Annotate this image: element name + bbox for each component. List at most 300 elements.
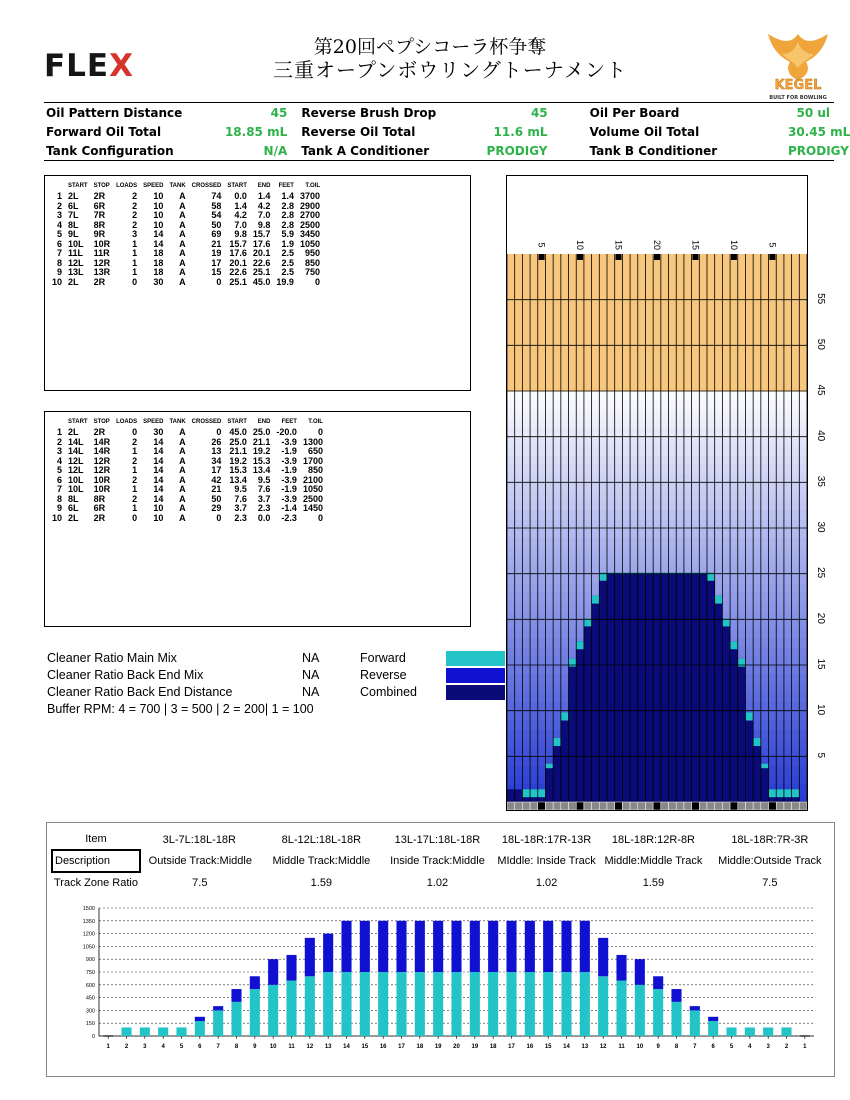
reverse-bar (653, 976, 663, 989)
board-number-label: 20 (652, 239, 662, 251)
step-cell: 2R (93, 512, 106, 523)
step-cell: 9 (57, 503, 63, 513)
step-column-header: CROSSED (191, 183, 222, 189)
lane-band (507, 354, 807, 364)
reverse-bar (195, 1017, 205, 1021)
summary-label: Reverse Brush Drop (301, 105, 437, 120)
step-column-header: TANK (169, 419, 186, 425)
lane-band (507, 482, 807, 492)
y-tick-label: 450 (85, 995, 95, 1002)
forward-bar (121, 1027, 131, 1036)
step-column-header: T.OIL (308, 419, 323, 425)
x-tick-label: 13 (324, 1044, 332, 1050)
step-cell: 14 (153, 455, 164, 466)
step-cell: 0 (132, 512, 138, 523)
step-cell: A (179, 238, 186, 249)
reverse-bar (268, 959, 278, 985)
cleaner-label: Cleaner Ratio Back End Mix (47, 668, 204, 682)
step-cell: 19.2 (229, 455, 247, 466)
cleaner-label: Cleaner Ratio Back End Distance (47, 685, 233, 699)
zone-ratio: 1.59 (642, 876, 665, 889)
target-arrow (692, 254, 698, 260)
x-tick-label: 16 (526, 1044, 534, 1050)
zone-header: 8L-12L:18L-18R (281, 833, 362, 846)
step-cell: -1.9 (281, 465, 297, 475)
forward-bar (708, 1021, 718, 1036)
reverse-bar (213, 1006, 223, 1010)
x-tick-label: 15 (361, 1044, 369, 1050)
forward-swatch (446, 651, 505, 666)
step-cell: 10 (153, 512, 164, 523)
step-cell: 0 (314, 276, 320, 287)
reverse-bar (378, 921, 388, 972)
step-cell: -1.9 (281, 446, 297, 456)
zone-description: MIddle: Inside Track (497, 855, 596, 867)
forward-bar (635, 985, 645, 1036)
forward-bar (525, 972, 535, 1036)
step-cell: -3.9 (281, 436, 297, 447)
cleaner-value: NA (302, 651, 320, 665)
forward-bar (140, 1027, 150, 1036)
x-tick-label: 5 (729, 1044, 734, 1050)
reverse-bar (635, 959, 645, 985)
dot-marker (615, 802, 623, 810)
lane-band (507, 364, 807, 374)
cleaner-row (47, 650, 505, 667)
forward-oil-edge (715, 596, 723, 604)
step-cell: A (179, 276, 186, 287)
forward-oil-edge (592, 596, 600, 604)
lane-band (507, 382, 807, 392)
step-cell: 12L (68, 257, 84, 268)
step-cell: 13.4 (229, 474, 247, 485)
zone-header: 18L-18R:7R-3R (731, 833, 809, 846)
step-cell: 22.6 (252, 257, 271, 268)
dot-marker (669, 802, 677, 810)
step-cell: A (179, 427, 186, 437)
step-cell: -2.3 (281, 512, 297, 523)
x-tick-label: 18 (489, 1044, 497, 1050)
x-tick-label: 3 (143, 1044, 147, 1050)
step-cell: 13L (68, 267, 84, 277)
distance-label: 50 (815, 338, 826, 350)
summary-value: PRODIGY (788, 143, 849, 158)
step-cell: A (179, 512, 186, 523)
dot-marker (530, 802, 538, 810)
x-tick-label: 11 (288, 1044, 295, 1050)
step-cell: 10 (153, 219, 164, 230)
dot-marker (607, 802, 615, 810)
step-cell: 1.4 (257, 191, 271, 201)
forward-oil-edge (553, 738, 561, 746)
step-cell: 58 (211, 200, 222, 211)
summary-label: Tank A Conditioner (301, 143, 430, 158)
step-cell: -3.9 (281, 455, 297, 466)
zone-ratio: 7.5 (192, 876, 208, 889)
step-cell: 0 (216, 512, 222, 523)
y-tick-label: 1500 (82, 906, 95, 912)
forward-bar (580, 972, 590, 1036)
step-cell: 12R (93, 455, 111, 466)
step-cell: A (179, 219, 186, 230)
board-number-label: 15 (613, 239, 624, 251)
forward-bar (286, 981, 296, 1036)
step-cell: 2 (132, 493, 138, 504)
forward-bar (561, 972, 571, 1036)
step-cell: 12R (93, 257, 111, 268)
forward-bar (176, 1027, 186, 1036)
distance-label: 35 (815, 475, 826, 487)
step-cell: 10 (52, 512, 63, 523)
dot-marker (753, 802, 761, 810)
summary-row (44, 141, 849, 160)
y-tick-label: 1200 (82, 931, 95, 938)
reverse-bar (525, 921, 535, 972)
step-column-header: SPEED (143, 419, 164, 425)
cleaner-legend (47, 650, 505, 718)
y-tick-label: 300 (85, 1008, 95, 1015)
reverse-bar (250, 976, 260, 989)
y-tick-label: 1350 (82, 918, 95, 925)
step-cell: 2 (132, 191, 138, 201)
forward-oil-edge (561, 712, 569, 720)
tournament-title-line1: 第20回ペプシコーラ杯争奪 (313, 36, 547, 58)
distance-label: 55 (815, 293, 826, 305)
forward-bar (726, 1027, 736, 1036)
step-cell: 17.6 (229, 248, 247, 258)
step-cell: 3 (132, 229, 138, 239)
step-cell: 1 (132, 248, 138, 258)
step-cell: 14R (93, 436, 111, 447)
forward-oil-edge (538, 789, 546, 797)
forward-bar (451, 972, 461, 1036)
step-column-header: START (227, 183, 247, 189)
step-cell: 2.5 (281, 267, 294, 277)
board-number-label: 15 (690, 239, 701, 251)
x-tick-label: 19 (434, 1044, 442, 1050)
oil-column (569, 659, 577, 802)
x-tick-label: 8 (674, 1044, 679, 1050)
board-number-label: 10 (575, 239, 586, 251)
oil-column (699, 573, 707, 802)
dot-marker (730, 802, 738, 810)
step-cell: 14 (153, 446, 164, 456)
lane-band (507, 491, 807, 501)
step-cell: 2 (132, 474, 138, 485)
step-cell: 15.7 (252, 229, 271, 239)
summary-label: Tank Configuration (46, 143, 174, 158)
lane-band (507, 309, 807, 319)
step-cell: 15.3 (229, 465, 247, 475)
step-cell: 1 (132, 484, 138, 494)
forward-oil-edge (545, 764, 553, 769)
step-cell: 10 (153, 503, 164, 513)
step-cell: 2 (57, 200, 63, 211)
lane-band (507, 428, 807, 438)
lane-band (507, 501, 807, 511)
x-tick-label: 7 (693, 1044, 697, 1050)
oil-column (592, 596, 600, 802)
svg-text:BUILT FOR BOWLING: BUILT FOR BOWLING (769, 95, 827, 101)
step-cell: 3 (57, 210, 63, 220)
forward-oil-edge (776, 789, 784, 797)
step-cell: 30 (153, 276, 164, 287)
forward-oil-edge (753, 738, 761, 746)
lane-oil-graph (506, 175, 808, 811)
oil-column (630, 573, 638, 802)
lane-band (507, 555, 807, 565)
dot-marker (738, 802, 746, 810)
legend-label: Forward (360, 651, 406, 665)
distance-label: 5 (815, 752, 826, 759)
step-cell: 1 (132, 446, 138, 456)
dot-marker (522, 802, 530, 810)
step-cell: 20.1 (229, 257, 247, 268)
forward-bar (506, 972, 516, 1036)
forward-bar (305, 976, 315, 1036)
reverse-bar (543, 921, 553, 972)
step-cell: 1 (132, 503, 138, 513)
dot-marker (792, 802, 800, 810)
summary-value: 50 ul (796, 105, 831, 120)
step-cell: 11R (93, 248, 110, 258)
step-cell: 45.0 (252, 276, 271, 287)
summary-value: 45 (270, 105, 288, 120)
target-arrow (616, 254, 622, 260)
legend-label: Combined (360, 685, 417, 699)
step-cell: 54 (211, 210, 222, 220)
forward-steps-panel (44, 175, 471, 391)
forward-steps-table (49, 180, 323, 287)
dot-marker (561, 802, 569, 810)
step-cell: A (179, 484, 186, 494)
step-cell: A (179, 191, 186, 201)
zone-ratio: 1.02 (535, 876, 558, 889)
step-cell: 0 (132, 427, 138, 437)
summary-value: 11.6 mL (493, 124, 548, 139)
step-cell: 9.5 (257, 474, 271, 485)
step-cell: 2L (68, 276, 79, 287)
step-cell: 1 (132, 267, 138, 277)
reverse-bar (360, 921, 370, 972)
step-cell: 0 (216, 427, 222, 437)
step-cell: 21.1 (252, 436, 271, 447)
y-tick-label: 0 (91, 1034, 95, 1040)
lane-band (507, 300, 807, 310)
step-cell: 10 (153, 200, 164, 211)
step-cell: 4.2 (234, 210, 247, 220)
x-tick-label: 4 (161, 1044, 165, 1050)
x-tick-label: 16 (379, 1044, 387, 1050)
step-cell: 0 (216, 276, 222, 287)
dot-marker (699, 802, 707, 810)
step-cell: 17 (211, 465, 222, 475)
step-cell: 7 (57, 248, 63, 258)
lane-band (507, 345, 807, 355)
step-cell: 13 (211, 446, 222, 456)
reverse-steps-panel (44, 411, 471, 627)
x-tick-label: 12 (599, 1044, 607, 1050)
pattern-summary (44, 102, 850, 161)
dot-marker (745, 802, 753, 810)
dot-marker (592, 802, 600, 810)
step-cell: 4.2 (257, 200, 271, 211)
step-cell: 3 (57, 446, 63, 456)
y-tick-label: 150 (85, 1021, 95, 1028)
step-cell: 9L (68, 229, 79, 239)
step-cell: 26 (211, 436, 222, 447)
x-tick-label: 5 (179, 1044, 184, 1050)
forward-bar (360, 972, 370, 1036)
step-cell: 14R (93, 446, 111, 456)
step-cell: 12L (68, 455, 84, 466)
summary-value: N/A (263, 143, 288, 158)
step-cell: 14 (153, 474, 164, 485)
reverse-bar (305, 938, 315, 976)
step-cell: 1700 (302, 455, 323, 466)
step-cell: 9.5 (234, 484, 247, 494)
step-column-header: SPEED (143, 183, 164, 189)
step-cell: 6R (93, 200, 106, 211)
step-cell: 18 (153, 267, 164, 277)
forward-bar (231, 1002, 241, 1036)
legend-label: Reverse (360, 668, 407, 682)
oil-column (545, 764, 553, 802)
reverse-bar (671, 989, 681, 1002)
step-cell: 2R (93, 276, 106, 287)
oil-column (645, 573, 653, 802)
summary-value: 18.85 mL (224, 124, 288, 139)
step-column-header: START (68, 419, 88, 425)
flex-logo: FLEX (44, 48, 135, 84)
step-cell: 2500 (302, 493, 323, 504)
dot-marker (569, 802, 577, 810)
forward-oil-edge (769, 789, 777, 797)
cleaner-label: Cleaner Ratio Main Mix (47, 651, 177, 665)
step-cell: 22.6 (229, 267, 247, 277)
step-cell: 3450 (299, 229, 320, 239)
x-tick-label: 18 (416, 1044, 424, 1050)
dot-marker (715, 802, 723, 810)
dot-marker (722, 802, 730, 810)
step-cell: 850 (304, 257, 320, 268)
step-cell: 12L (68, 465, 84, 475)
forward-bar (268, 985, 278, 1036)
step-cell: 7.6 (257, 484, 271, 494)
oil-column (722, 618, 730, 802)
step-row (49, 514, 326, 524)
step-cell: 18 (153, 248, 164, 258)
forward-oil-edge (730, 641, 738, 649)
step-cell: 10L (68, 484, 84, 494)
x-tick-label: 8 (234, 1044, 239, 1050)
step-cell: 15 (211, 267, 222, 277)
oil-column (715, 596, 723, 802)
lane-band (507, 400, 807, 410)
step-cell: 2 (132, 210, 138, 220)
x-tick-label: 14 (343, 1044, 350, 1050)
board-number-label: 5 (536, 242, 547, 248)
summary-label: Volume Oil Total (589, 124, 700, 139)
step-cell: 15.7 (229, 238, 247, 249)
dot-marker (576, 802, 584, 810)
step-cell: 2.8 (281, 210, 294, 220)
lane-band (507, 391, 807, 401)
reverse-bar (561, 921, 571, 972)
zone-description: Middle Track:Middle (272, 855, 371, 867)
step-cell: 3.7 (257, 493, 271, 504)
oil-column (553, 738, 561, 802)
step-cell: 17.6 (252, 238, 271, 249)
lane-band (507, 263, 807, 273)
forward-bar (341, 972, 351, 1036)
step-cell: 10R (93, 474, 111, 485)
lane-band (507, 418, 807, 428)
reverse-bar (451, 921, 461, 972)
step-cell: 14 (153, 484, 164, 494)
step-cell: 17 (211, 257, 222, 268)
step-cell: 20.1 (252, 248, 271, 258)
reverse-bar (598, 938, 608, 976)
step-cell: 8L (68, 219, 79, 230)
oil-column (622, 573, 630, 802)
step-cell: 14 (153, 493, 164, 504)
forward-bar (781, 1027, 791, 1036)
x-tick-label: 4 (748, 1044, 752, 1050)
step-cell: 2R (93, 427, 106, 437)
forward-oil-edge (792, 789, 800, 797)
step-cell: 10R (93, 238, 111, 249)
forward-oil-edge (745, 712, 753, 720)
dot-marker (653, 802, 661, 810)
tournament-title-line2: 三重オープンボウリングトーナメント (273, 58, 627, 82)
step-cell: 10L (68, 474, 84, 485)
dot-marker (684, 802, 692, 810)
step-cell: 6 (57, 474, 63, 485)
step-cell: 25.1 (252, 267, 271, 277)
x-tick-label: 3 (766, 1044, 770, 1050)
dot-marker (538, 802, 546, 810)
zone-ratio: 7.5 (762, 876, 778, 889)
step-cell: A (179, 465, 186, 475)
distance-label: 30 (815, 521, 826, 533)
step-cell: 29 (211, 503, 222, 513)
zone-row-label: Description (52, 850, 140, 872)
step-cell: 4 (57, 455, 63, 466)
step-cell: 10 (153, 210, 164, 220)
step-cell: 4 (57, 219, 63, 230)
dot-marker (622, 802, 630, 810)
summary-label: Oil Per Board (589, 105, 680, 120)
x-tick-label: 10 (636, 1044, 644, 1050)
step-cell: 0 (132, 276, 138, 287)
summary-row (44, 103, 834, 122)
summary-label: Tank B Conditioner (589, 143, 718, 158)
step-cell: 650 (307, 446, 323, 456)
step-cell: 1050 (299, 238, 320, 249)
step-cell: 950 (304, 248, 320, 258)
step-cell: 2.5 (281, 248, 294, 258)
step-cell: 10 (52, 276, 63, 287)
summary-value: PRODIGY (486, 143, 548, 158)
reverse-bar (580, 921, 590, 972)
x-tick-label: 1 (106, 1044, 110, 1050)
step-cell: A (179, 474, 186, 485)
forward-bar (598, 976, 608, 1036)
step-column-header: CROSSED (191, 419, 222, 425)
step-row (49, 278, 323, 288)
step-cell: 1 (132, 257, 138, 268)
